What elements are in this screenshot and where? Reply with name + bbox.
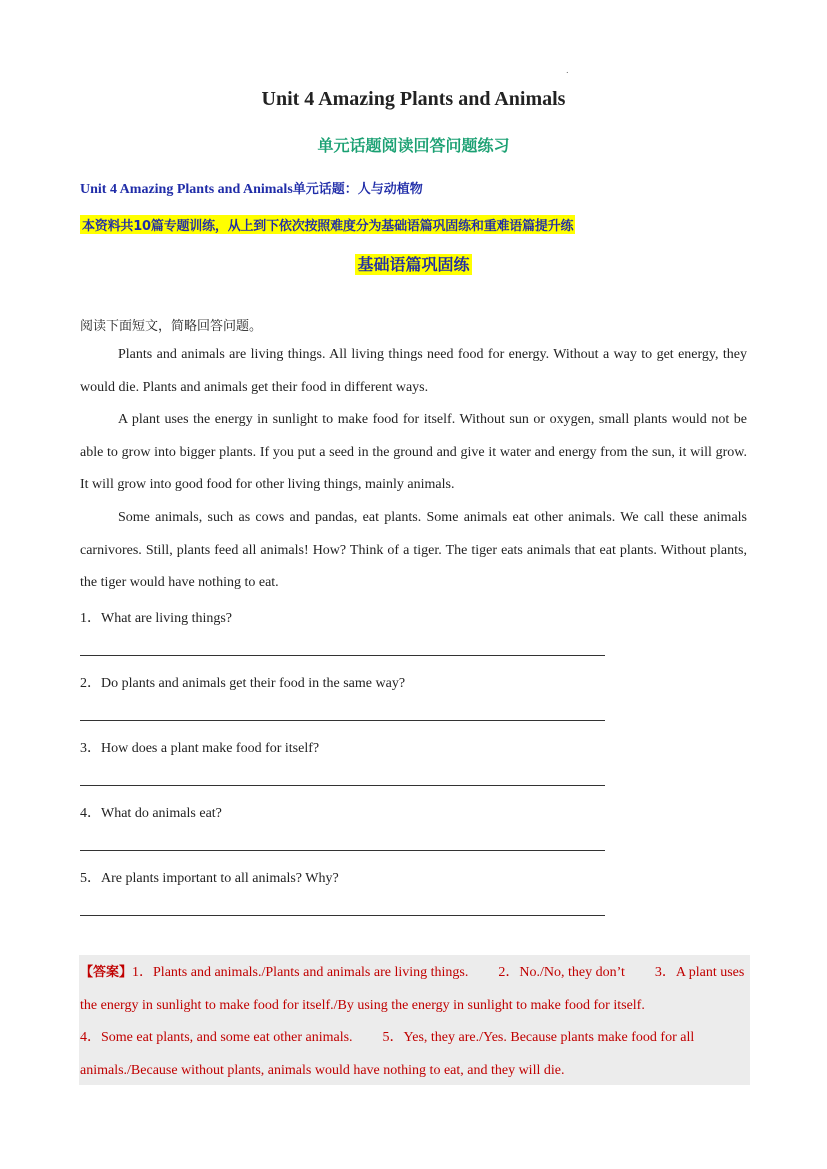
answer-line-5[interactable] — [80, 915, 605, 916]
answer-line-4[interactable] — [80, 850, 605, 851]
question-5: 5．Are plants important to all animals? Why? — [80, 871, 339, 886]
reading-passage — [80, 339, 747, 600]
page-subtitle: 单元话题阅读回答问题练习 — [317, 136, 510, 155]
page-title: Unit 4 Amazing Plants and Animals — [261, 88, 566, 110]
passage-paragraph-1: Plants and animals are living things. All living things need food for energy. Without a way to get energy, they would die. Plants and animals get their food in different ways. — [80, 347, 747, 395]
answer-line-2[interactable] — [80, 720, 605, 721]
passage-paragraph-3: Some animals, such as cows and pandas, eat plants. Some animals eat other animals. We call these animals carnivores. Still, plants feed all animals! How? Think of a tiger. The tiger eats animals that eat plants. Without plants, the tiger would have nothing to eat. — [80, 509, 747, 591]
answer-4: 4．Some eat plants, and some eat other animals. — [80, 1030, 353, 1046]
answer-label: 【答案】 — [80, 965, 133, 980]
answer-line-1[interactable] — [80, 655, 605, 656]
section-heading — [0, 252, 827, 275]
unit-topic — [80, 178, 423, 198]
question-3: 3．How does a plant make food for itself? — [80, 741, 320, 756]
question-2: 2．Do plants and animals get their food in the same way? — [80, 676, 406, 691]
answer-key — [80, 957, 747, 1087]
header-dot: . — [566, 66, 569, 75]
unit-topic-cn: 单元话题：人与动植物 — [292, 182, 423, 197]
answer-3: 3．A plant uses the energy in sunlight to make food for itself./By using the energy in sunlight to make food for itself. — [80, 965, 745, 1013]
resource-note: 本资料共10篇专题训练，从上到下依次按照难度分为基础语篇巩固练和重难语篇提升练 — [80, 215, 575, 234]
question-1: 1．What are living things? — [80, 611, 233, 626]
question-4: 4．What do animals eat? — [80, 806, 222, 821]
answer-line-3[interactable] — [80, 785, 605, 786]
passage-paragraph-2: A plant uses the energy in sunlight to make food for itself. Without sun or oxygen, small plants would not be able to grow into bigger plants. If you put a seed in the ground and give it water and energy from the sun, it will grow. It will grow into good food for other living things, mainly animals. — [80, 412, 747, 493]
reading-instruction: 阅读下面短文，简略回答问题。 — [80, 319, 263, 334]
section-heading-label: 基础语篇巩固练 — [357, 255, 470, 274]
answer-1: 1．Plants and animals./Plants and animals are living things. — [132, 965, 469, 980]
answer-5: 5．Yes, they are./Yes. Because plants make food for all animals./Because without plants, animals would have nothing to eat, and they will die. — [80, 1030, 695, 1078]
answer-2: 2．No./No, they don’t — [498, 965, 625, 980]
unit-topic-en: Unit 4 Amazing Plants and Animals — [80, 182, 293, 197]
